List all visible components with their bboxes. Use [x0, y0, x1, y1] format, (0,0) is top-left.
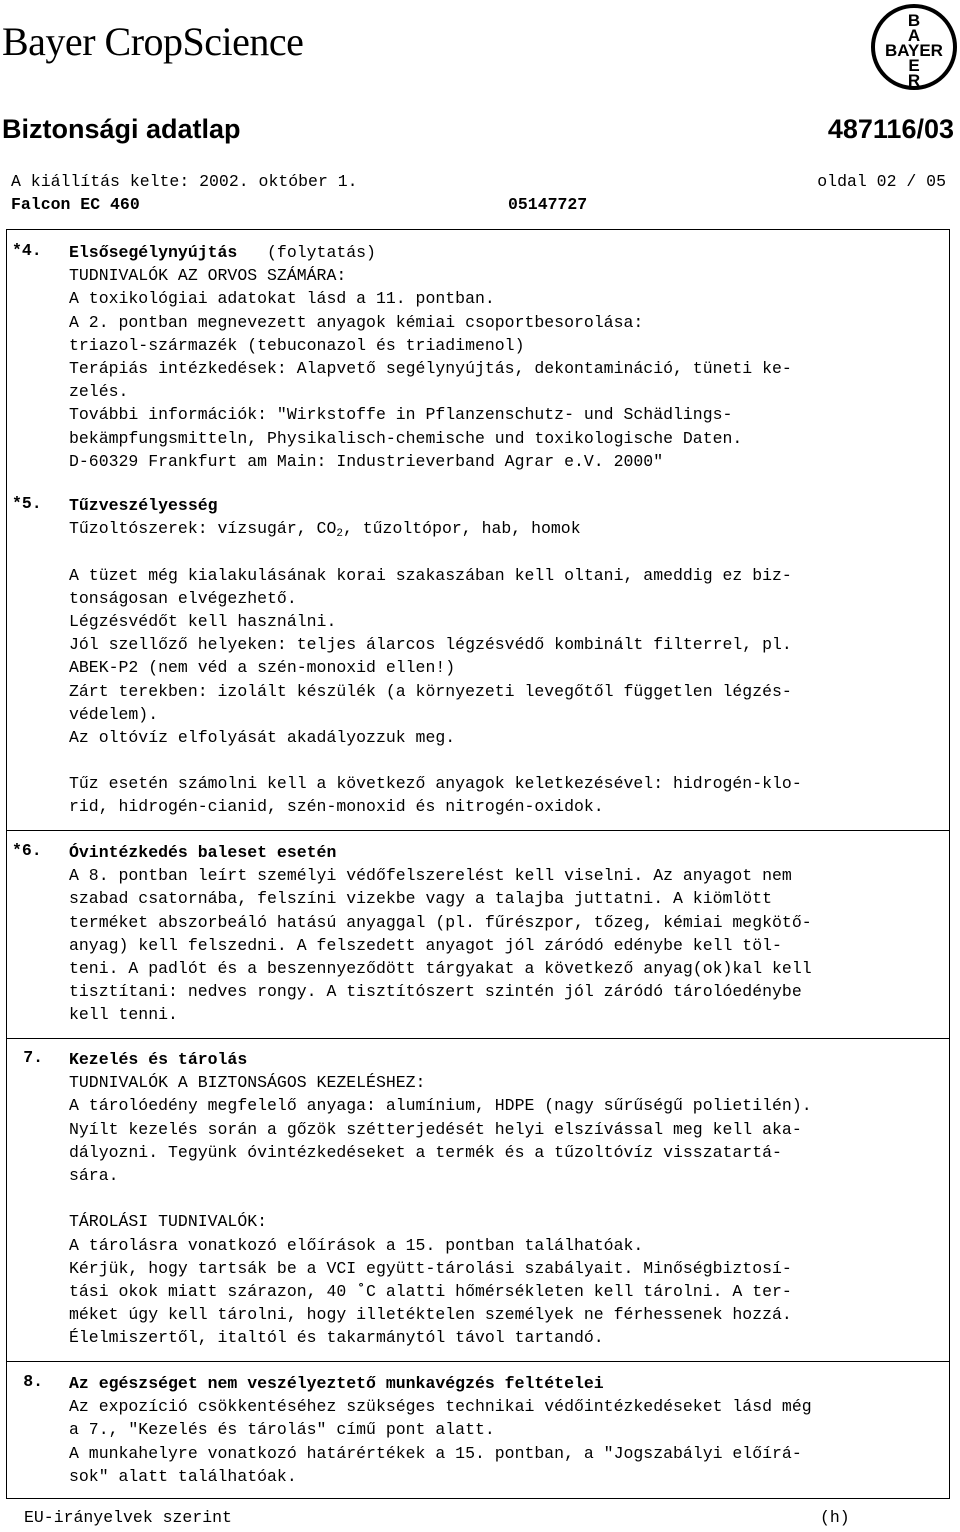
- svg-text:R: R: [907, 71, 921, 90]
- text-line: sára.: [69, 1165, 119, 1185]
- document-number: 487116/03: [827, 114, 954, 144]
- product-name: Falcon EC 460: [11, 195, 140, 214]
- text-line: a 7., "Kezelés és tárolás" című pont alatt.: [69, 1420, 495, 1440]
- bayer-cross-logo: [870, 3, 958, 91]
- footer-regulation: EU-irányelvek szerint: [24, 1508, 232, 1527]
- text-line: A tárolásra vonatkozó előírások a 15. pontban találhatóak.: [69, 1235, 644, 1255]
- text-line: Élelmiszertől, italtól és takarmánytól távol tartandó.: [69, 1328, 604, 1348]
- text-line: ABEK-P2 (nem véd a szén-monoxid ellen!): [69, 658, 456, 678]
- text-line: A 2. pontban megnevezett anyagok kémiai csoportbesorolása:: [69, 312, 644, 332]
- section-title: Kezelés és tárolás: [69, 1050, 248, 1069]
- svg-text:E: E: [908, 56, 920, 75]
- text-line: tási okok miatt szárazon, 40 ˚C alatti hőmérsékleten kell tárolni. A ter-: [69, 1281, 792, 1301]
- footer-language: (h): [820, 1508, 850, 1527]
- text-line: Kérjük, hogy tartsák be a VCI együtt-tárolási szabályait. Minőségbiztosí-: [69, 1258, 792, 1278]
- section-divider: [7, 830, 949, 831]
- text-line: TUDNIVALÓK AZ ORVOS SZÁMÁRA:: [69, 266, 347, 286]
- svg-text:BAYER: BAYER: [885, 41, 943, 60]
- section-number: *4.: [12, 241, 42, 260]
- section-number: *6.: [12, 841, 42, 860]
- text-line: A munkahelyre vonatkozó határértékek a 15. pontban, a "Jogszabályi előírá-: [69, 1443, 802, 1463]
- text-line: sok" alatt találhatóak.: [69, 1466, 297, 1486]
- text-line: zelés.: [69, 382, 129, 402]
- text-line: A toxikológiai adatokat lásd a 11. pontban.: [69, 289, 495, 309]
- extinguishing-media: Tűzoltószerek: vízsugár, $CO_2$, tűzoltópor, hab, homok: [69, 519, 581, 541]
- svg-text:B: B: [907, 11, 921, 30]
- text-line: méket úgy kell tárolni, hogy illetéktelen személyek ne férhessenek hozzá.: [69, 1305, 792, 1325]
- text-line: A tárolóedény megfelelő anyaga: alumínium, HDPE (nagy sűrűségű polietilén).: [69, 1096, 812, 1116]
- text-line: kell tenni.: [69, 1005, 178, 1025]
- section-divider: [7, 1361, 949, 1362]
- brand-name: Bayer CropScience: [2, 19, 304, 64]
- page-number: oldal 02 / 05: [817, 172, 946, 191]
- text-line: tonságosan elvégezhető.: [69, 588, 297, 608]
- text-line: szabad csatornába, felszíni vizekbe vagy a talajba juttatni. A kiömlött: [69, 889, 773, 909]
- section-title-suffix: (folytatás): [237, 243, 376, 262]
- text-line: TUDNIVALÓK A BIZTONSÁGOS KEZELÉSHEZ:: [69, 1073, 426, 1093]
- section-number: 8.: [23, 1372, 43, 1391]
- svg-text:A: A: [907, 26, 921, 45]
- text-line: bekämpfungsmitteln, Physikalisch-chemische und toxikologische Daten.: [69, 428, 743, 448]
- text-line: Nyílt kezelés során a gőzök szétterjedését helyi elszívással meg kell aka-: [69, 1119, 802, 1139]
- text-line: Tűz esetén számolni kell a következő anyagok keletkezésével: hidrogén-klo-: [69, 774, 802, 794]
- text-line: A 8. pontban leírt személyi védőfelszerelést kell viselni. Az anyagot nem: [69, 866, 792, 886]
- text-line: Terápiás intézkedések: Alapvető segélynyújtás, dekontamináció, tüneti ke-: [69, 358, 792, 378]
- text-line: D-60329 Frankfurt am Main: Industrieverband Agrar e.V. 2000": [69, 451, 664, 471]
- text-line: rid, hidrogén-cianid, szén-monoxid és nitrogén-oxidok.: [69, 797, 604, 817]
- product-code: 05147727: [508, 195, 588, 214]
- section-title: Elsősegélynyújtás: [69, 243, 238, 262]
- section-number: *5.: [12, 494, 42, 513]
- text-line: Légzésvédőt kell használni.: [69, 611, 337, 631]
- section-title: Tűzveszélyesség: [69, 496, 218, 515]
- text-line: Az oltóvíz elfolyását akadályozzuk meg.: [69, 727, 456, 747]
- section-title: Az egészséget nem veszélyeztető munkavégzés feltételei: [69, 1374, 604, 1393]
- text-line: terméket abszorbeáló hatású anyaggal (pl. fűrészpor, tőzeg, kémiai megkötő-: [69, 912, 812, 932]
- text-line: védelem).: [69, 704, 159, 724]
- text-line: teni. A padlót és a beszennyeződött tárgyakat a következő anyag(ok)kal kell: [69, 958, 812, 978]
- text-line: További információk: "Wirkstoffe in Pflanzenschutz- und Schädlings-: [69, 405, 733, 425]
- content-frame: [6, 229, 950, 1499]
- text-line: anyag) kell felszedni. A felszedett anyagot jól záródó edénybe kell töl-: [69, 935, 782, 955]
- document-title: Biztonsági adatlap: [2, 114, 241, 144]
- section-number: 7.: [23, 1048, 43, 1067]
- text-line: TÁROLÁSI TUDNIVALÓK:: [69, 1212, 268, 1232]
- text-line: Az expozíció csökkentéséhez szükséges technikai védőintézkedéseket lásd még: [69, 1397, 812, 1417]
- text-line: Zárt terekben: izolált készülék (a környezeti levegőtől független légzés-: [69, 681, 792, 701]
- text-line: triazol-származék (tebuconazol és triadimenol): [69, 335, 525, 355]
- section-title: Óvintézkedés baleset esetén: [69, 843, 337, 862]
- text-line: Jól szellőző helyeken: teljes álarcos légzésvédő kombinált filterrel, pl.: [69, 635, 792, 655]
- text-line: tisztítani: nedves rongy. A tisztítószert szintén jól záródó tárolóedénybe: [69, 982, 802, 1002]
- issue-date: A kiállítás kelte: 2002. október 1.: [11, 172, 358, 191]
- text-line: dályozni. Tegyünk óvintézkedéseket a termék és a tűzoltóvíz visszatartá-: [69, 1142, 782, 1162]
- section-divider: [7, 1038, 949, 1039]
- text-line: A tüzet még kialakulásának korai szakaszában kell oltani, ameddig ez biz-: [69, 565, 792, 585]
